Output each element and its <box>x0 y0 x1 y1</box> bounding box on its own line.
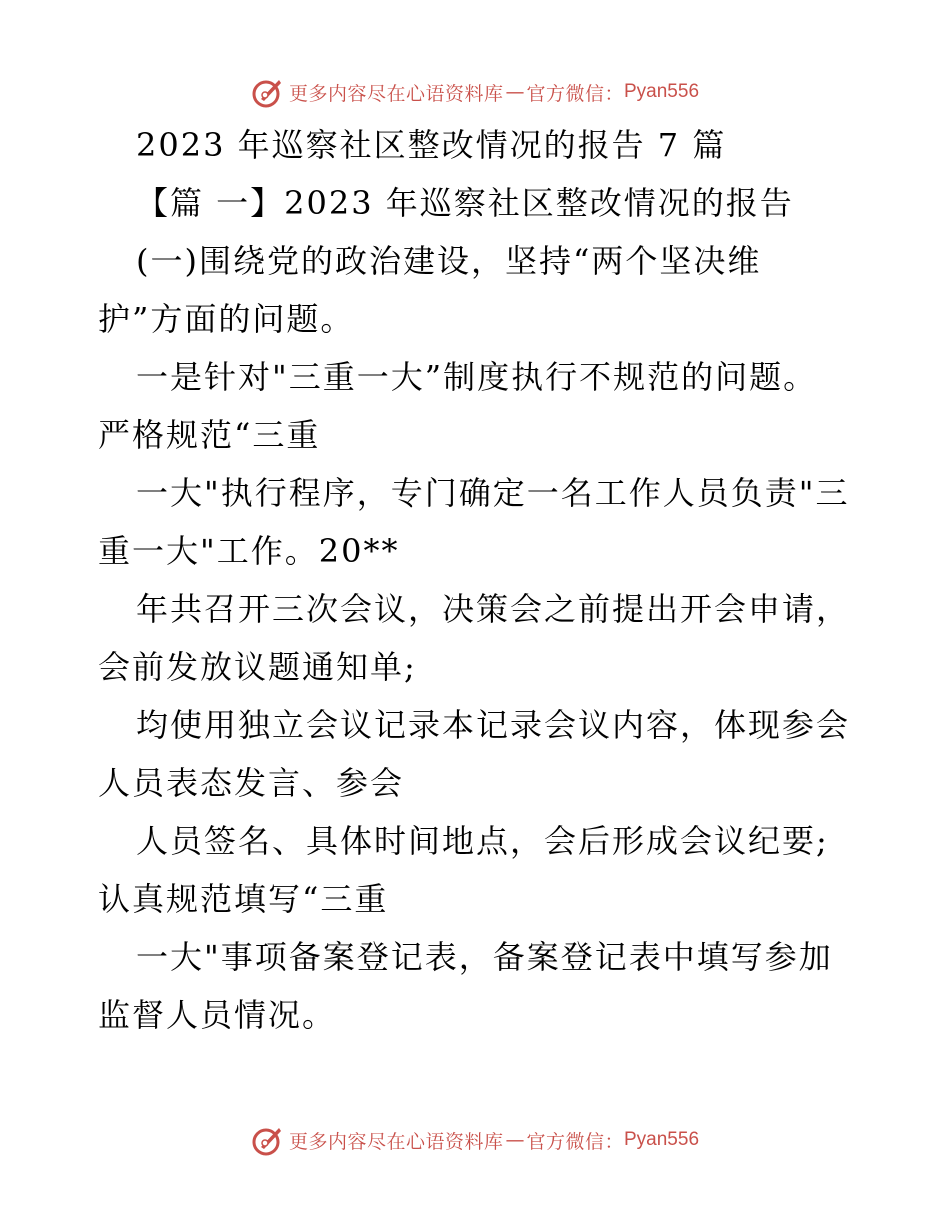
watermark-text: 更多内容尽在心语资料库 <box>288 1130 504 1153</box>
watermark-account: Pyan556 <box>624 81 700 102</box>
quill-logo-icon <box>251 75 285 109</box>
watermark-text: 更多内容尽在心语资料库 <box>288 82 504 105</box>
document-line: 护”方面的问题。 <box>98 300 355 338</box>
document-line: 重一大"工作。20** <box>98 532 400 570</box>
watermark-dash: — <box>505 1129 525 1151</box>
quill-logo-icon <box>251 1123 285 1157</box>
document-lines <box>98 174 868 1044</box>
watermark-suffix: 官方微信： <box>526 82 624 105</box>
document-line: 严格规范“三重 <box>98 416 321 454</box>
header-watermark <box>0 72 950 112</box>
watermark-account: Pyan556 <box>624 1129 700 1150</box>
document-line: 一是针对"三重一大”制度执行不规范的问题。 <box>136 358 818 396</box>
document-line: 【篇 一】2023 年巡察社区整改情况的报告 <box>136 184 794 222</box>
footer-watermark <box>0 1120 950 1160</box>
document-line: 认真规范填写“三重 <box>98 880 389 918</box>
document-line: (一)围绕党的政治建设，坚持“两个坚决维 <box>136 242 762 280</box>
document-line: 均使用独立会议记录本记录会议内容，体现参会 <box>136 706 851 744</box>
document-line: 一大"执行程序，专门确定一名工作人员负责"三 <box>136 474 850 512</box>
document-line: 人员签名、具体时间地点，会后形成会议纪要; <box>136 822 829 860</box>
document-line: 人员表态发言、参会 <box>98 764 405 802</box>
document-line: 监督人员情况。 <box>98 996 337 1034</box>
document-title: 2023 年巡察社区整改情况的报告 7 篇 <box>136 126 727 164</box>
watermark-suffix: 官方微信： <box>526 1130 624 1153</box>
document-line: 一大"事项备案登记表，备案登记表中填写参加 <box>136 938 833 976</box>
document-line: 会前发放议题通知单; <box>98 648 417 686</box>
document-line: 年共召开三次会议，决策会之前提出开会申请， <box>136 590 851 628</box>
document-body <box>98 116 868 1044</box>
watermark-dash: — <box>505 81 525 103</box>
